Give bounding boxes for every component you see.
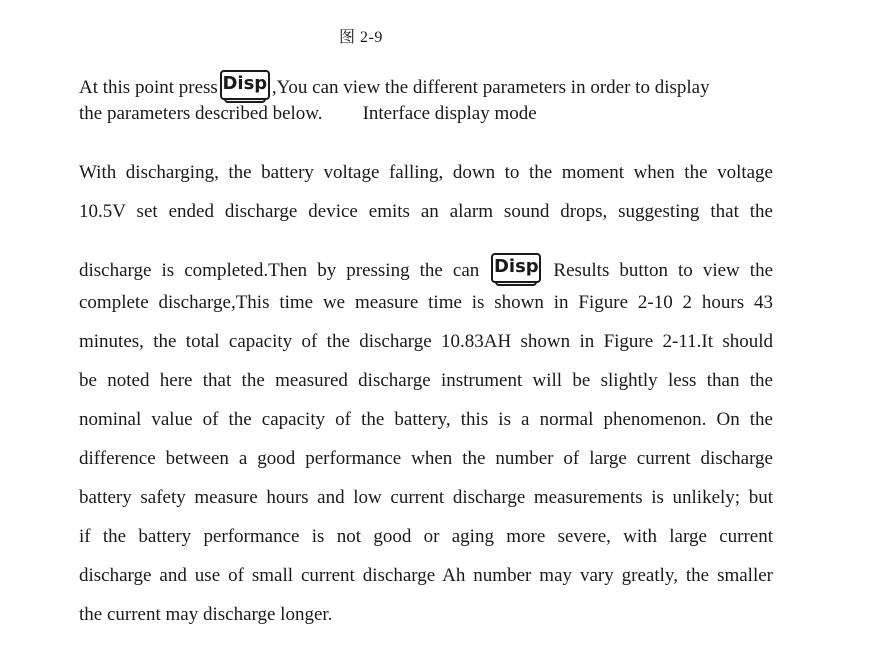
figure-caption: 图 2-9 xyxy=(339,29,383,46)
intro-line-1 xyxy=(79,70,710,100)
paragraph-line-4: complete discharge,This time we measure time is shown in Figure 2-10 2 hours 43 xyxy=(79,292,773,313)
intro-text-mode: Interface display mode xyxy=(362,103,537,124)
paragraph-line-10: if the battery performance is not good or aging more severe, with large current xyxy=(79,526,773,547)
paragraph-line-2: 10.5V set ended discharge device emits an alarm sound drops, suggesting that the xyxy=(79,201,773,222)
paragraph-line-9: battery safety measure hours and low current discharge measurements is unlikely; but xyxy=(79,487,773,508)
paragraph-line-12: the current may discharge longer. xyxy=(79,604,333,625)
paragraph-line-3 xyxy=(79,253,773,283)
intro-line-2 xyxy=(79,102,537,126)
intro-text-params: the parameters described below. xyxy=(79,103,323,124)
paragraph-line-11: discharge and use of small current discharge Ah number may vary greatly, the smaller xyxy=(79,565,773,586)
disp-key-icon: Disp xyxy=(220,70,270,100)
paragraph-line-8: difference between a good performance when the number of large current discharge xyxy=(79,448,773,469)
paragraph-text-before-key: discharge is completed.Then by pressing the can xyxy=(79,260,480,281)
paragraph-line-1: With discharging, the battery voltage falling, down to the moment when the voltage xyxy=(79,162,773,183)
disp-key-icon: Disp xyxy=(491,253,541,283)
paragraph-line-6: be noted here that the measured discharge instrument will be slightly less than the xyxy=(79,370,773,391)
paragraph-line-5: minutes, the total capacity of the discharge 10.83AH shown in Figure 2-11.It should xyxy=(79,331,773,352)
paragraph-line-7: nominal value of the capacity of the battery, this is a normal phenomenon. On the xyxy=(79,409,773,430)
intro-text-before-key: At this point press xyxy=(79,77,218,98)
paragraph-text-after-key: Results button to view the xyxy=(553,260,774,281)
intro-text-after-key: ,You can view the different parameters in order to display xyxy=(271,77,710,98)
